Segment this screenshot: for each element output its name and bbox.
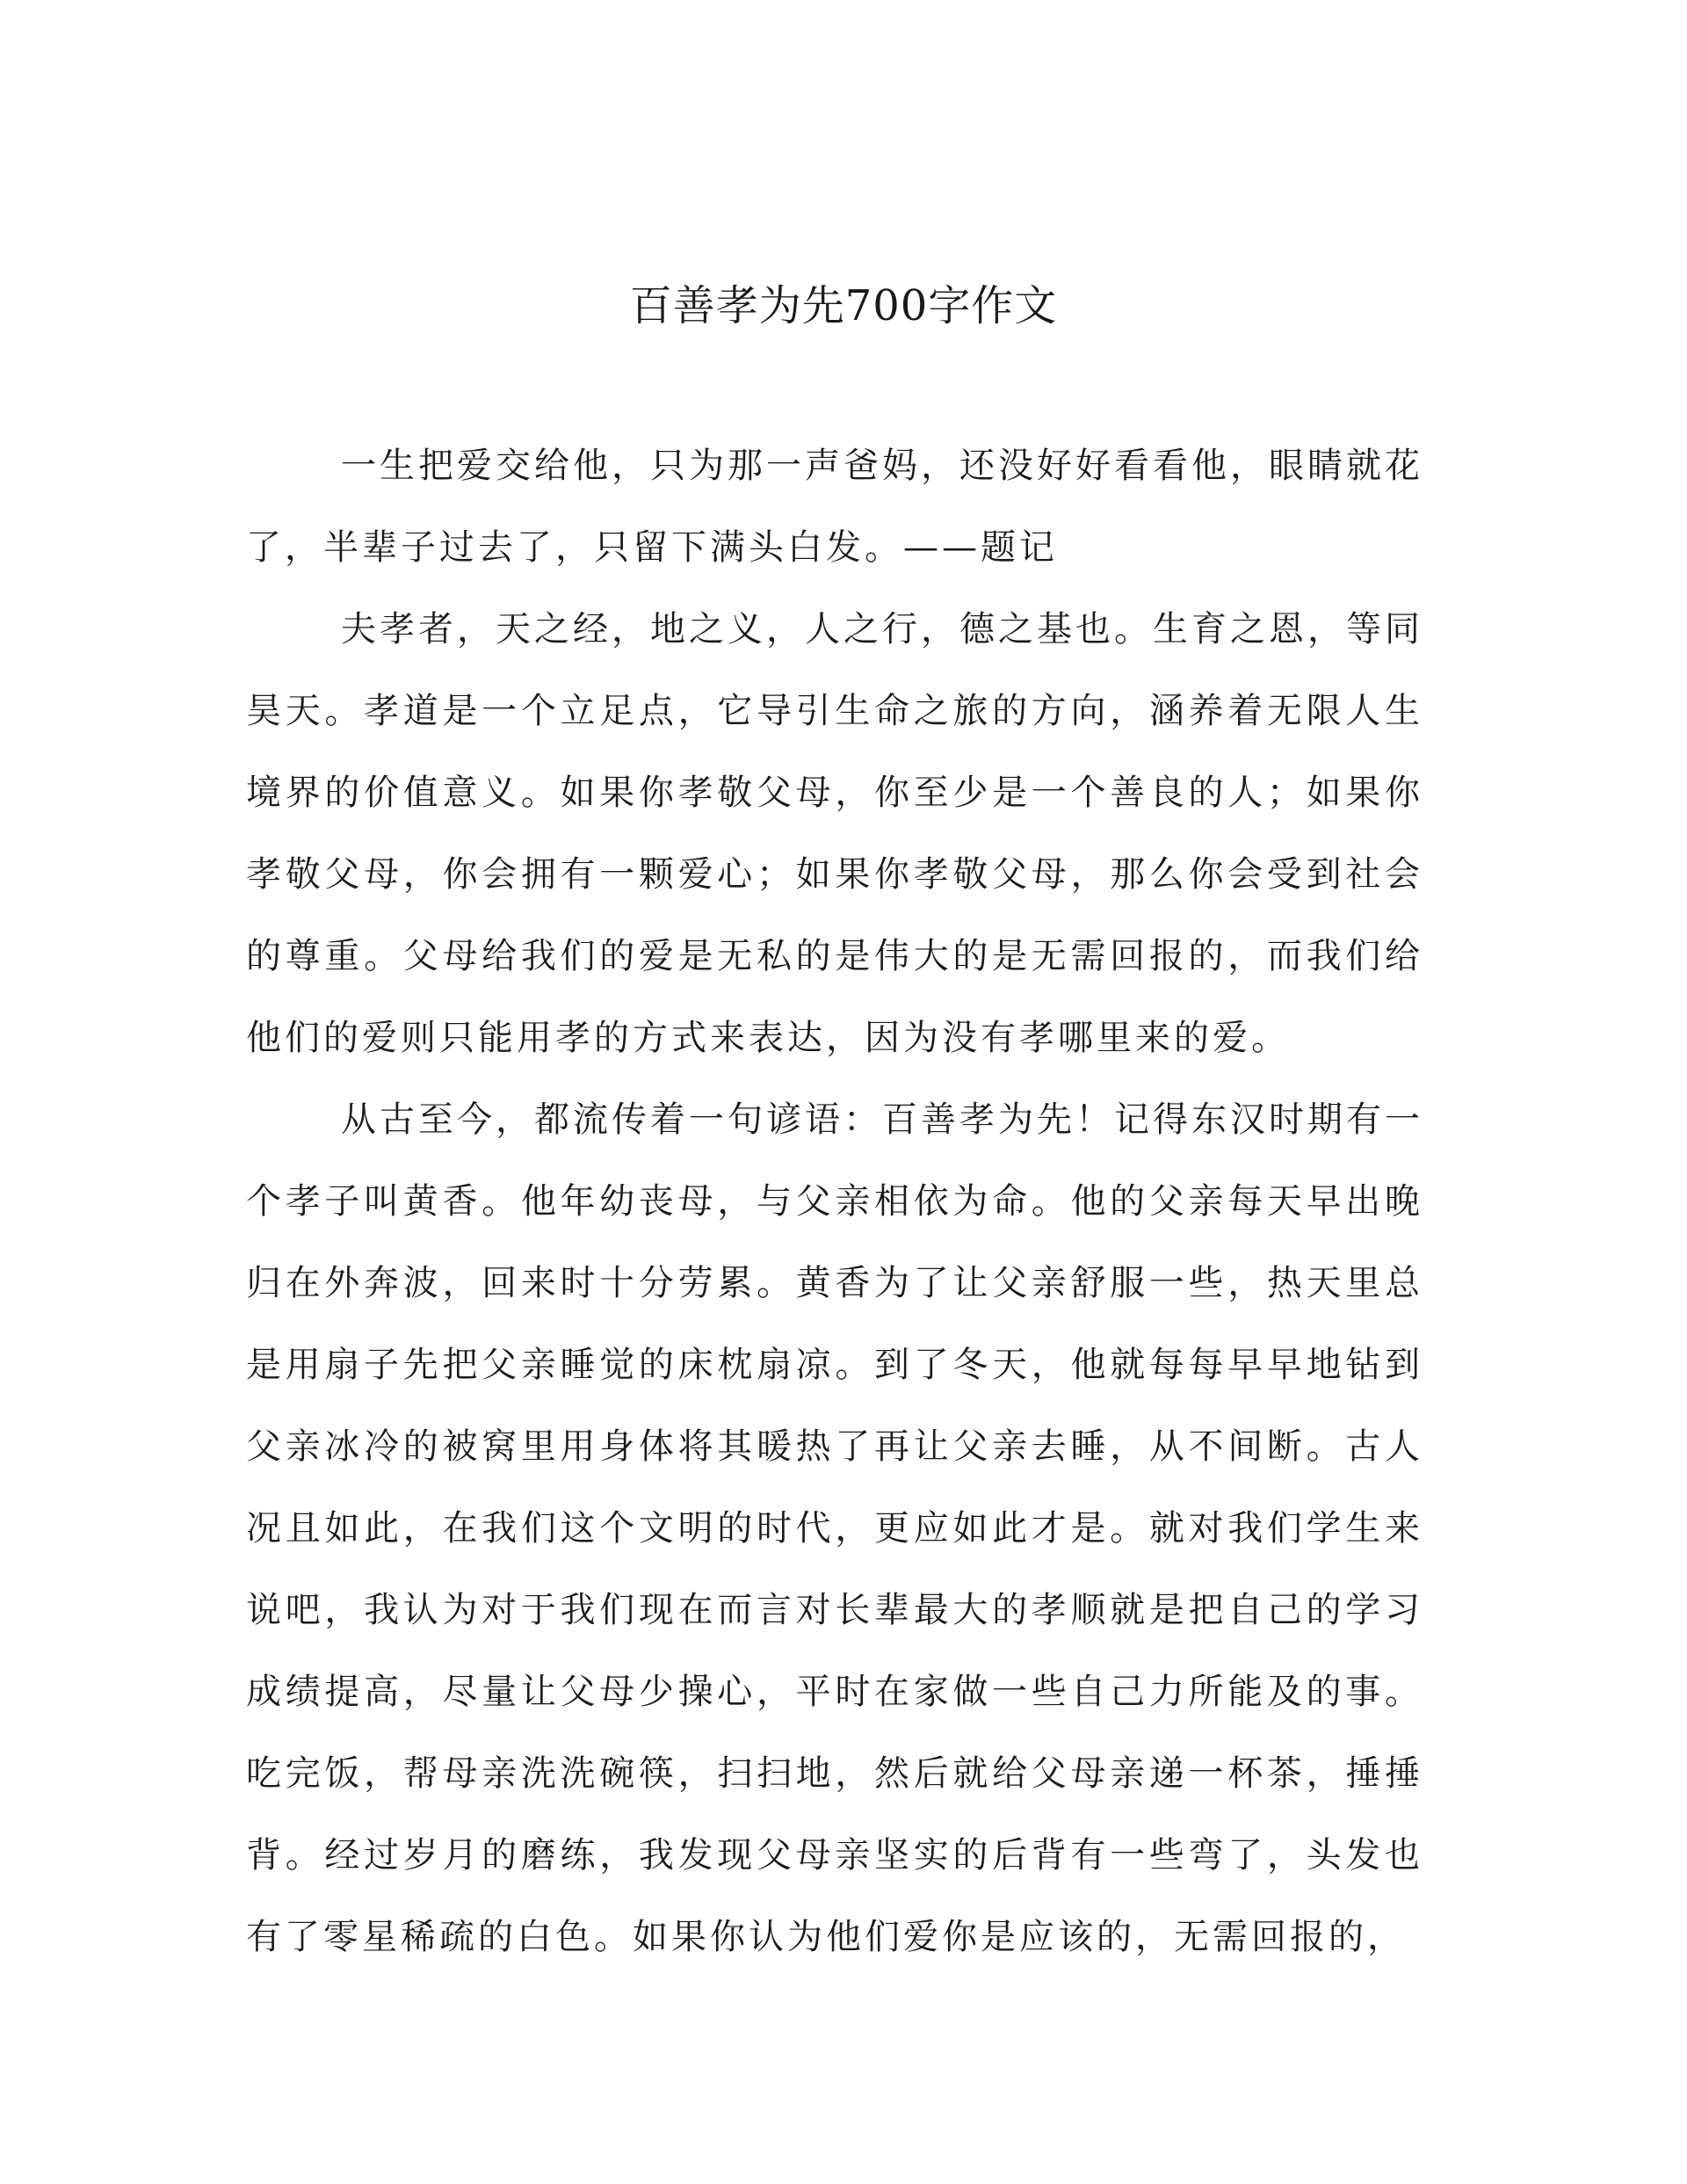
document-title: 百善孝为先700字作文 — [629, 281, 1058, 330]
document-body — [246, 425, 1423, 1978]
paragraph-huang-xiang-story: 从古至今，都流传着一句谚语：百善孝为先！记得东汉时期有一个孝子叫黄香。他年幼丧母，与父亲相依为命。他的父亲每天早出晚归在外奔波，回来时十分劳累。黄香为了让父亲舒服一些，热天里总是用扇子先把父亲睡觉的床枕扇凉。到了冬天，他就每每早早地钻到父亲冰冷的被窝里用身体将其暖热了再让父亲去睡，从不间断。古人况且如此，在我们这个文明的时代，更应如此才是。就对我们学生来说吧，我认为对于我们现在而言对长辈最大的孝顺就是把自己的学习成绩提高，尽量让父母少操心，平时在家做一些自己力所能及的事。吃完饭，帮母亲洗洗碗筷，扫扫地，然后就给父母亲递一杯茶，捶捶背。经过岁月的磨练，我发现父母亲坚实的后背有一些弯了，头发也有了零星稀疏的白色。如果你认为他们爱你是应该的，无需回报的， — [246, 1099, 1423, 1957]
paragraph-epigraph: 一生把爱交给他，只为那一声爸妈，还没好好看看他，眼睛就花了，半辈子过去了，只留下满头白发。——题记 — [246, 446, 1423, 568]
paragraph-filial-piety-meaning: 夫孝者，天之经，地之义，人之行，德之基也。生育之恩，等同昊天。孝道是一个立足点，它导引生命之旅的方向，涵养着无限人生境界的价值意义。如果你孝敬父母，你至少是一个善良的人；如果你孝敬父母，你会拥有一颗爱心；如果你孝敬父母，那么你会受到社会的尊重。父母给我们的爱是无私的是伟大的是无需回报的，而我们给他们的爱则只能用孝的方式来表达，因为没有孝哪里来的爱。 — [246, 609, 1423, 1058]
